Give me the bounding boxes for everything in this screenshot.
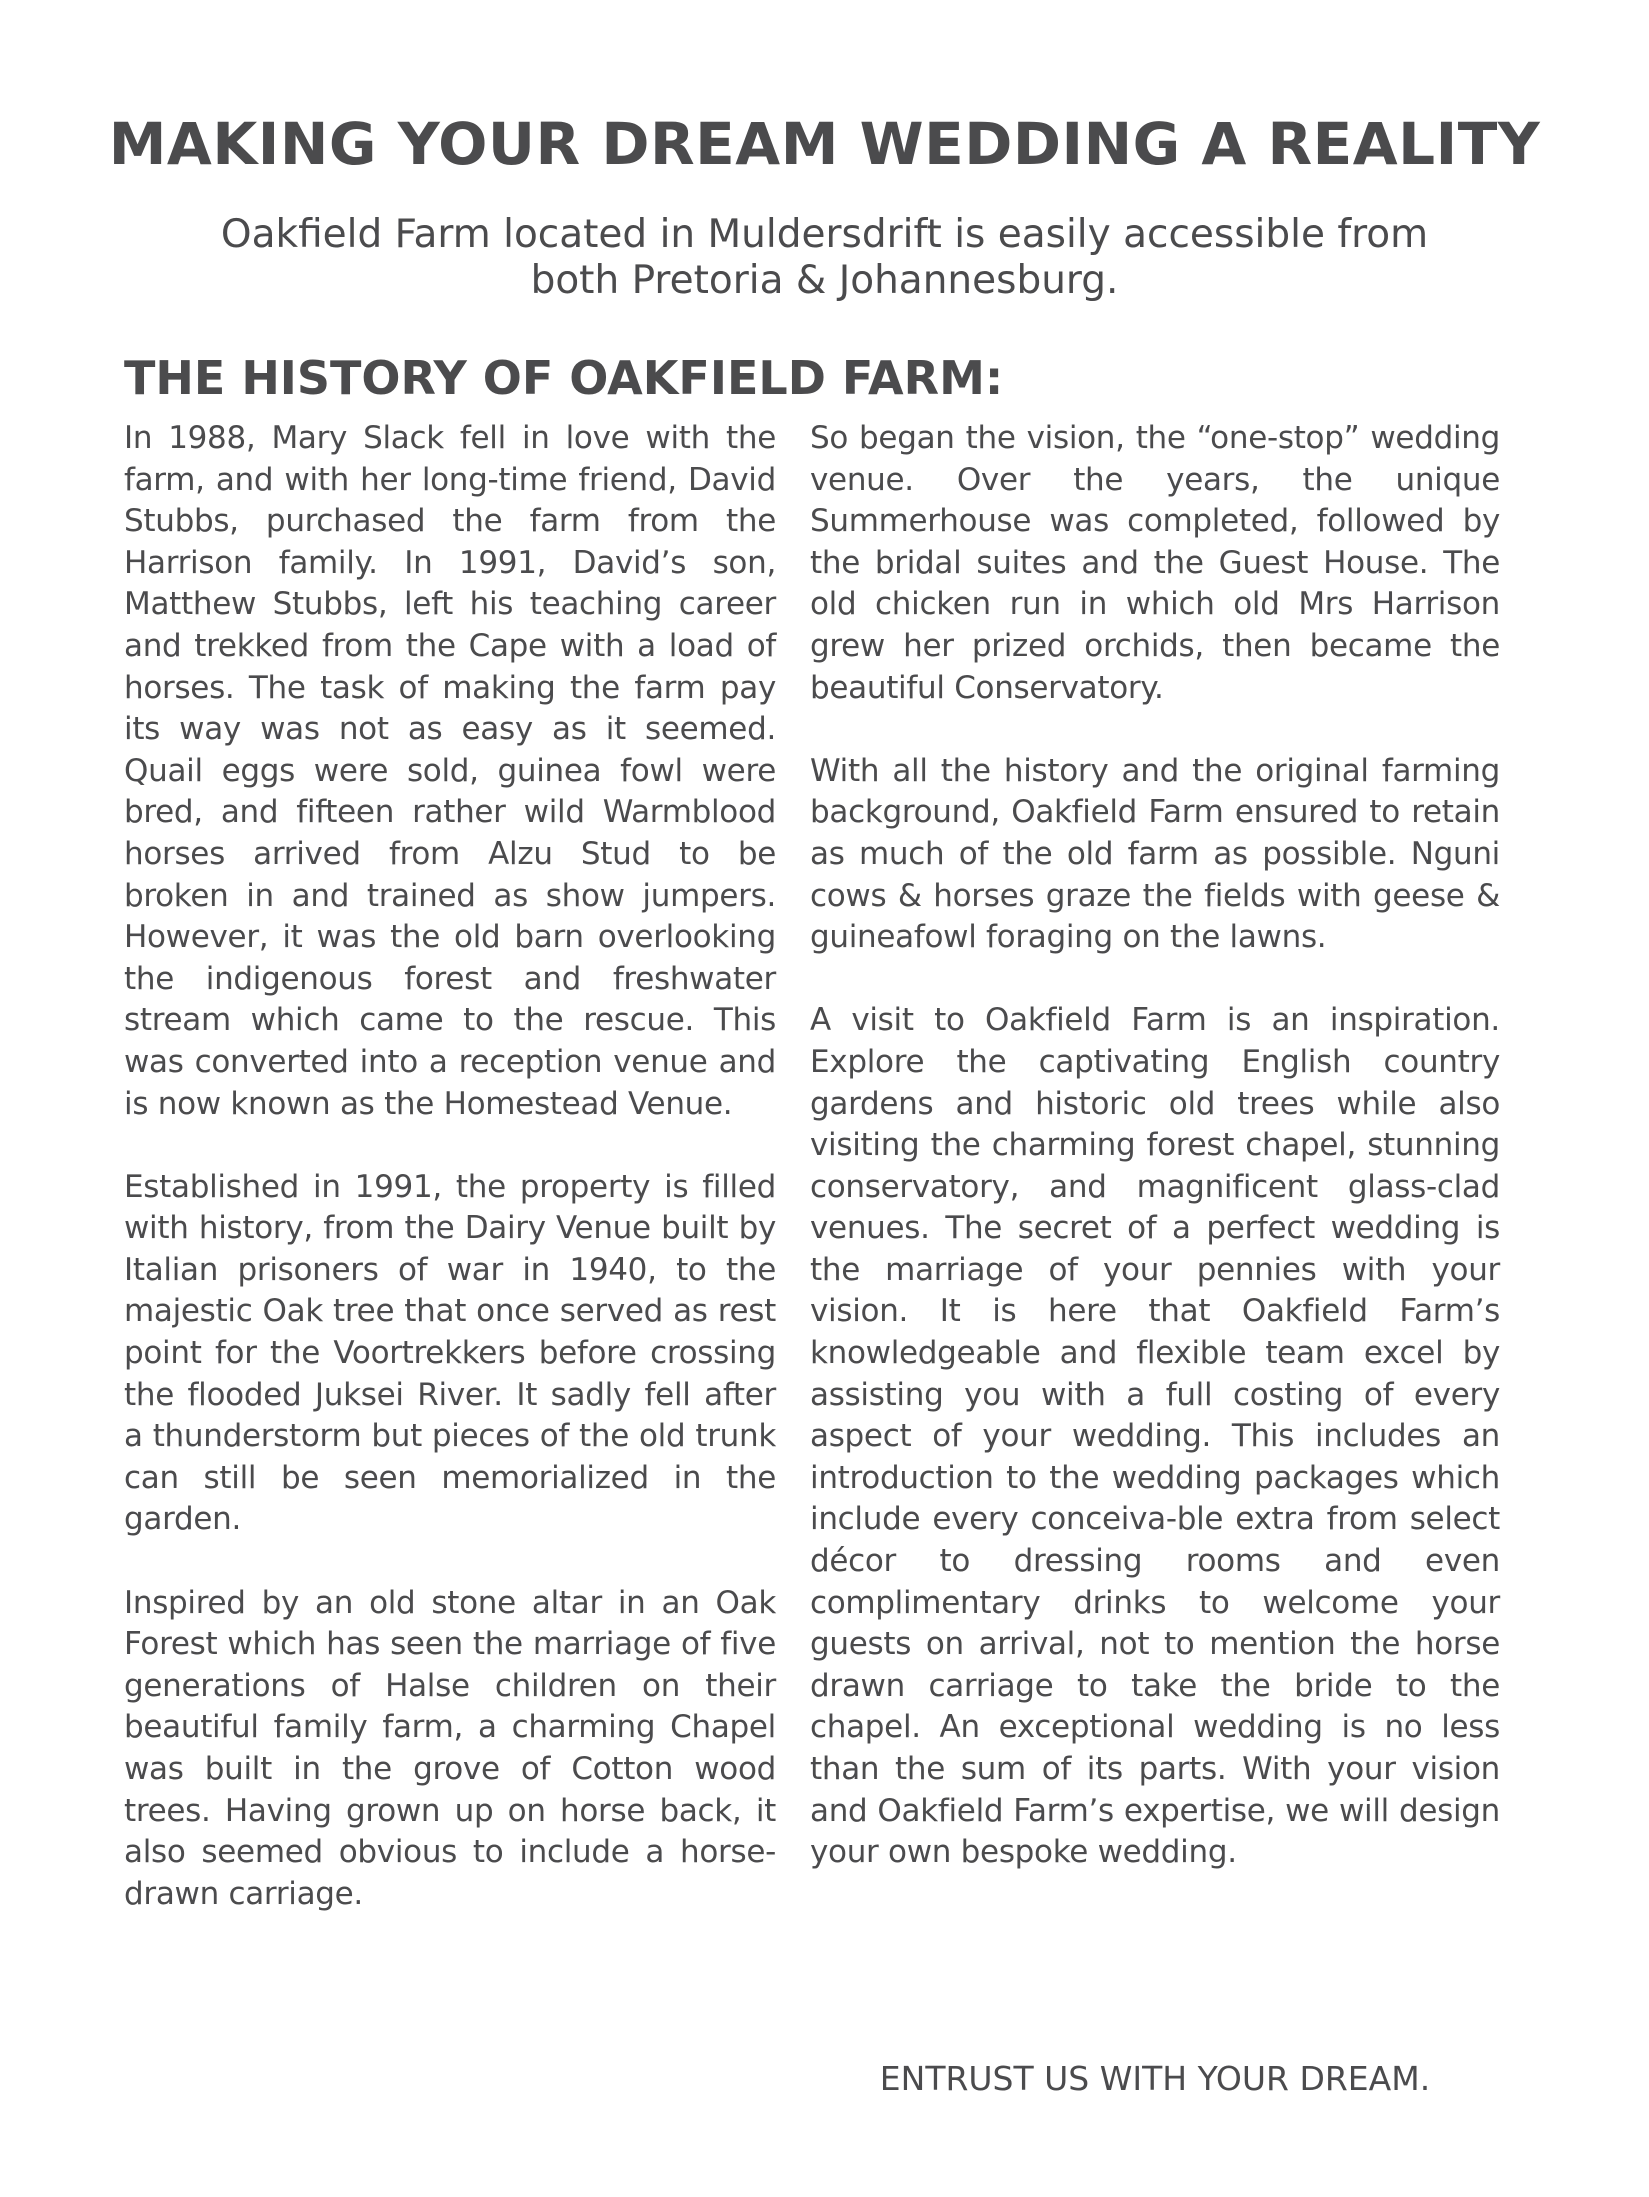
subtitle-line-1: Oakfield Farm located in Muldersdrift is easily accessible from bbox=[220, 212, 1429, 257]
right-paragraph-3: A visit to Oakfield Farm is an inspiration. Explore the captivating English country gardens and historic old trees while also visiting the charming forest chapel, stunning conservatory, and magnificent glass-clad venues. The secret of a perfect wedding is the marriage of your pennies with your vision. It is here that Oakfield Farm’s knowledgeable and flexible team excel by assisting you with a full costing of every aspect of your wedding. This includes an introduction to the wedding packages which include every conceiva-ble extra from select décor to dressing rooms and even complimentary drinks to welcome your guests on arrival, not to mention the horse drawn carriage to take the bride to the chapel. An exceptional wedding is no less than the sum of its parts. With your vision and Oakfield Farm’s expertise, we will design your own bespoke wedding. bbox=[810, 1002, 1500, 1871]
subtitle-line-2: both Pretoria & Johannesburg. bbox=[530, 258, 1119, 303]
closing-tagline: ENTRUST US WITH YOUR DREAM. bbox=[879, 2059, 1431, 2098]
left-column bbox=[124, 418, 776, 1957]
right-column bbox=[810, 418, 1500, 1915]
subtitle bbox=[0, 212, 1649, 304]
right-paragraph-1: So began the vision, the “one-stop” wedding venue. Over the years, the unique Summerhouse was completed, followed by the bridal suites and the Guest House. The old chicken run in which old Mrs Harrison grew her prized orchids, then became the beautiful Conservatory. bbox=[810, 420, 1500, 706]
left-paragraph-1: In 1988, Mary Slack fell in love with the farm, and with her long-time friend, David Stubbs, purchased the farm from the Harrison family. In 1991, David’s son, Matthew Stubbs, left his teaching career and trekked from the Cape with a load of horses. The task of making the farm pay its way was not as easy as it seemed. Quail eggs were sold, guinea fowl were bred, and fifteen rather wild Warmblood horses arrived from Alzu Stud to be broken in and trained as show jumpers. However, it was the old barn overlooking the indigenous forest and freshwater stream which came to the rescue. This was converted into a reception venue and is now known as the Homestead Venue. bbox=[124, 420, 776, 1122]
section-heading: THE HISTORY OF OAKFIELD FARM: bbox=[124, 351, 1004, 405]
left-paragraph-3: Inspired by an old stone altar in an Oak Forest which has seen the marriage of five generations of Halse children on their beautiful family farm, a charming Chapel was built in the grove of Cotton wood trees. Having grown up on horse back, it also seemed obvious to include a horse-drawn carriage. bbox=[124, 1584, 776, 1912]
left-paragraph-2: Established in 1991, the property is filled with history, from the Dairy Venue built by Italian prisoners of war in 1940, to the majestic Oak tree that once served as rest point for the Voortrekkers before crossing the flooded Juksei River. It sadly fell after a thunderstorm but pieces of the old trunk can still be seen memorialized in the garden. bbox=[124, 1168, 776, 1538]
right-paragraph-2: With all the history and the original farming background, Oakfield Farm ensured to retain as much of the old farm as possible. Nguni cows & horses graze the fields with geese & guineafowl foraging on the lawns. bbox=[810, 752, 1500, 956]
page-title: MAKING YOUR DREAM WEDDING A REALITY bbox=[108, 110, 1541, 178]
